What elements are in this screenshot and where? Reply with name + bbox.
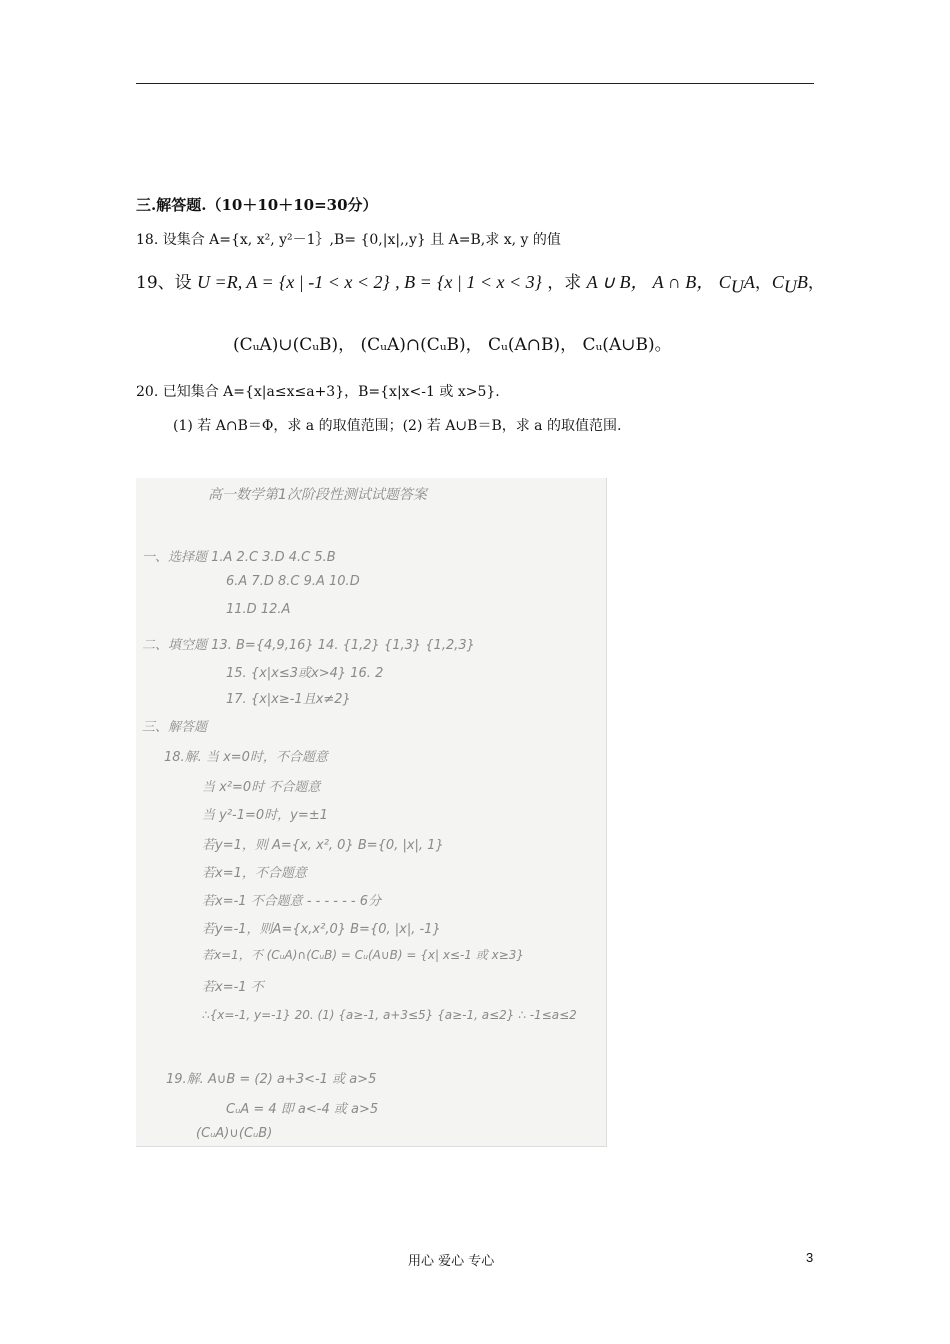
answer-line: 若y=-1，则A={x,x²,0} B={0, |x|, -1} (202, 922, 441, 937)
answer-line: ∴{x=-1, y=-1} 20. (1) {a≥-1, a+3≤5} {a≥-1, a≤2} ∴ -1≤a≤2 (202, 1008, 577, 1022)
answer-line: 19.解. A∪B = (2) a+3<-1 或 a>5 (166, 1072, 377, 1087)
section-title: 三.解答题.（10＋10＋10=30分） (136, 196, 378, 214)
footer-slogan: 用心 爱心 专心 (408, 1254, 495, 1269)
answer-line: 若x=-1 不合题意 - - - - - - 6分 (202, 894, 382, 909)
answer-line: 6.A 7.D 8.C 9.A 10.D (226, 574, 360, 589)
header-rule (136, 83, 814, 84)
answer-line: 当 x²=0时 不合题意 (202, 780, 321, 795)
answer-line: 若x=1，不合题意 (202, 866, 307, 881)
q19-ask: ，求 (547, 273, 582, 293)
answer-line: 18.解. 当 x=0时，不合题意 (164, 750, 328, 765)
answer-line: 若y=1，则 A={x, x², 0} B={0, |x|, 1} (202, 838, 444, 853)
question-19: 19、设 U =R, A = {x | -1 < x < 2} , B = {x | 1 < x < 3} ，求 A ∪ B， A ∩ B， $C_UA$，$C_UB$， (136, 272, 825, 297)
answer-line: 三、解答题 (142, 720, 208, 735)
answer-line: 若x=1，不 (CᵤA)∩(CᵤB) = Cᵤ(A∪B) = {x| x≤-1 或 x≥3} (202, 948, 524, 962)
answer-line: (CᵤA)∪(CᵤB) (196, 1126, 273, 1141)
q19-set-a: {x | -1 < x < 2} (279, 272, 390, 292)
answer-line: CᵤA = 4 即 a<-4 或 a>5 (226, 1102, 379, 1117)
q19-set-b: {x | 1 < x < 3} (437, 272, 542, 292)
answer-line: 17. {x|x≥-1且x≠2} (226, 692, 351, 707)
question-20: 20. 已知集合 A={x|a≤x≤a+3}，B={x|x<-1 或 x>5}. (136, 384, 500, 400)
question-18: 18. 设集合 A={x, x², y²－1｝,B= {0,|x|,,y} 且 A=B,求 x, y 的值 (136, 232, 561, 248)
answer-line: 一、选择题 1.A 2.C 3.D 4.C 5.B (142, 550, 336, 565)
question-20-subparts: (1) 若 A∩B＝Φ，求 a 的取值范围；(2) 若 A∪B＝B，求 a 的取值范围. (173, 418, 622, 434)
answer-line: 15. {x|x≤3或x>4} 16. 2 (226, 666, 384, 681)
q19-prefix: 19、设 (136, 273, 192, 293)
q19-expr-u-a: U =R, A = (197, 272, 274, 292)
answer-key-scan (136, 478, 607, 1147)
page-number: 3 (806, 1250, 814, 1265)
question-19-line2: (CᵤA)∪(CᵤB)， (CᵤA)∩(CᵤB)， Cᵤ(A∩B)， Cᵤ(A∪B)。 (233, 335, 672, 355)
q19-targets: A ∪ B， A ∩ B， C (586, 272, 731, 292)
answer-line: 11.D 12.A (226, 602, 291, 617)
answer-key-title: 高一数学第1次阶段性测试试题答案 (208, 487, 427, 503)
answer-line: 若x=-1 不 (202, 980, 264, 995)
answer-line: 当 y²-1=0时，y=±1 (202, 808, 328, 823)
q19-expr-b: , B = (395, 272, 432, 292)
answer-line: 二、填空题 13. B={4,9,16} 14. {1,2} {1,3} {1,2,3} (142, 638, 475, 653)
